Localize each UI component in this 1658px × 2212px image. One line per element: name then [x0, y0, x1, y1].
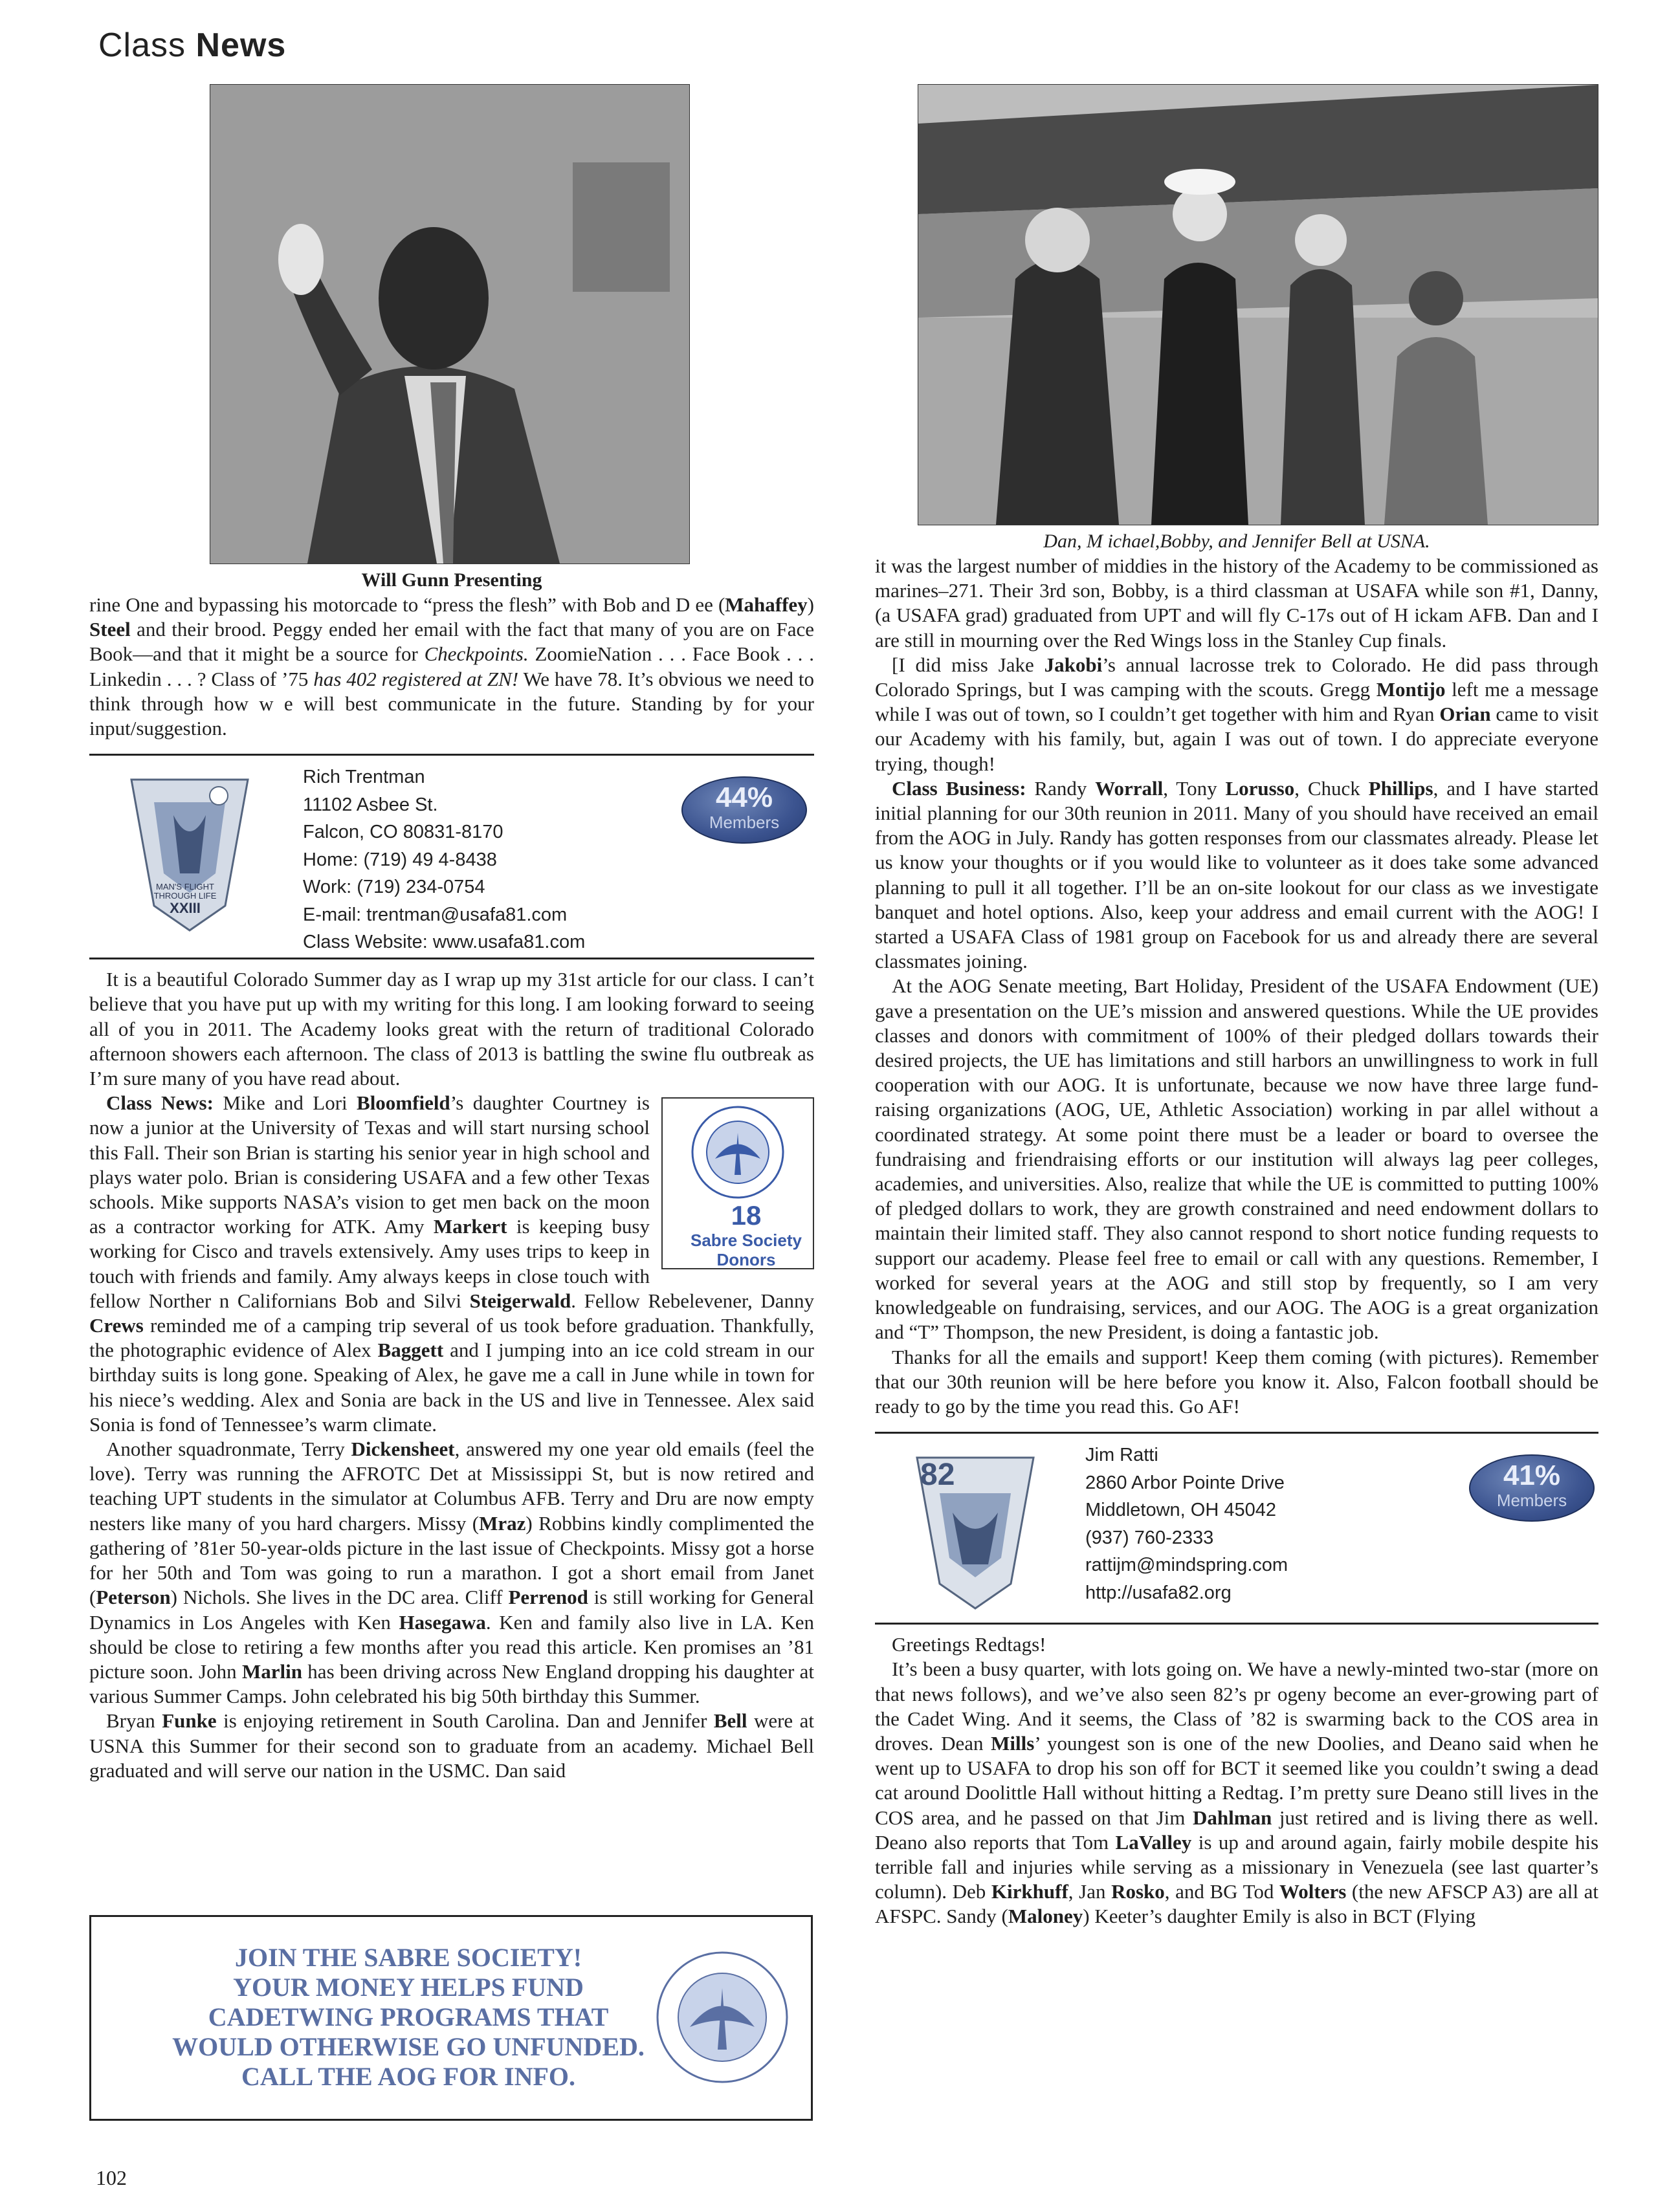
text-run: Jakobi: [1044, 653, 1103, 676]
text-run: Kirkhuff: [991, 1880, 1068, 1903]
text-run: ) Nichols. She lives in the DC area. Cliff: [170, 1586, 509, 1609]
text-run: Mraz: [479, 1511, 526, 1535]
join-line-4: WOULD OTHERWISE GO UNFUNDED.: [172, 2032, 645, 2061]
section-header: [98, 26, 286, 65]
text-run: Phillips: [1368, 776, 1433, 800]
text-run: It is a beautiful Colorado Summer day as I wrap up my 31st article for our class. I can’t believe that you have put up with my writing for this long. I am looking forward to seeing all of you in 2011. The Academy looks great with the return of traditional Colorado afternoon showers each afternoon. The class of 2013 is battling the swine flu outbreak as I’m sure many of you have read about.: [89, 968, 814, 1090]
right-column: [875, 84, 1598, 1929]
text-run: it was the largest number of middies in the history of the Academy to be commissioned as marines–271. Their 3rd son, Bobby, is a third classman at USAFA while son #1, Danny, (a USAFA grad) graduated from UPT and will fly C-17s out of H ickam AFB. Dan and I are still in mourning over the Red Wings loss in the Stanley Cup finals.: [875, 554, 1598, 652]
join-ad-text: [162, 1943, 654, 2092]
scribe-home-phone: Home: (719) 49 4-8438: [303, 849, 497, 870]
text-run: Dahlman: [1192, 1806, 1272, 1829]
bell-family-photo: [918, 84, 1598, 525]
text-run: ZoomieNation . . . Face Book . . . Linkedin . . . ? Class of ’75: [89, 642, 814, 690]
text-run: is keeping busy working for Cisco and travels extensively. Amy uses trips to keep in touch with friends and family. Amy always keeps in close touch with fellow Norther n Californians Bob and Silvi: [89, 1215, 650, 1312]
text-run: , and BG Tod: [1164, 1880, 1279, 1903]
text-run: and I jumping into an ice cold stream in our birthday suits is long gone. Speaking of Alex, he gave me a call in June while in town for his niece’s wedding. Alex and Sonia are back in the US and live in Tennessee. Alex said Sonia is fond of Tennessee’s warm climate.: [89, 1339, 814, 1436]
left-column: [89, 84, 814, 1783]
text-run: Greetings Redtags!: [892, 1633, 1046, 1656]
members-label: Members: [1496, 1491, 1567, 1511]
text-run: Mahaffey: [725, 593, 808, 616]
text-run: , Jan: [1068, 1880, 1112, 1903]
text-run: Perrenod: [508, 1586, 588, 1609]
sabre-society-seal-icon: [654, 1949, 790, 2085]
text-run: Class News:: [106, 1091, 214, 1115]
scribe-name: Jim Ratti: [1085, 1445, 1158, 1466]
text-run: ’ youngest son is one of the new Doolies, and Deano said when he went up to USAFA to drop his son off for BCT it seemed like you couldn’t swing a dead cat around Doolittle Hall without hitting a Redtag. I’m pretty sure Deano still lives in the COS area, and he passed on that Jim: [875, 1731, 1598, 1829]
text-run: ) Robbins kindly complimented the gathering of ’81er 50-year-olds picture in the last issue of Checkpoints. Missy got a horse for her 50th and Tom was going to run a marathon. I got a short email from Janet (: [89, 1511, 815, 1609]
section-divider: [875, 1623, 1598, 1625]
paragraph-thanks: [875, 1345, 1598, 1419]
members-badge-82: [1469, 1454, 1595, 1522]
text-run: Class Business:: [892, 776, 1026, 800]
class-82-scribe-info: [1085, 1441, 1288, 1606]
text-run: Peterson: [96, 1586, 171, 1609]
paragraph-jakobi: [875, 653, 1598, 776]
text-run: reminded me of a camping trip several of us took before graduation. Thankfully, the photographic evidence of Alex: [89, 1314, 814, 1362]
sabre-donor-count: 18: [731, 1200, 762, 1231]
text-run: is still working for General Dynamics in Los Angeles with Ken: [89, 1586, 814, 1634]
class-81-scribe-info: [303, 763, 585, 956]
text-run: has 402 registered at ZN!: [313, 667, 519, 690]
members-label: Members: [709, 813, 780, 833]
sabre-label-line1: Sabre Society: [691, 1231, 802, 1251]
scribe-street: 11102 Asbee St.: [303, 794, 438, 815]
text-run: Rosko: [1111, 1880, 1165, 1903]
photo-stadium-illustration: [918, 85, 1598, 525]
text-run: Hasegawa: [399, 1610, 486, 1634]
paragraph-intro: [89, 967, 814, 1091]
paragraph-middies: [875, 554, 1598, 653]
photo-presenter-illustration: [210, 85, 689, 564]
scribe-work-phone: Work: (719) 234-0754: [303, 877, 485, 898]
text-run: Thanks for all the emails and support! Keep them coming (with pictures). Remember that our 30th reunion will be here before you know it. Also, Falcon football should be ready to go by the time you read this. Go AF!: [875, 1345, 1598, 1418]
text-run: Randy: [1026, 776, 1096, 800]
text-run: ’s daughter Courtney is now a junior at the University of Texas and will start nursing school this Fall. Their son Brian is starting his senior year in high school and plays water polo. Brian is considering USAFA and a few other Texas schools. Mike supports NASA’s vision to get men back on the moon as a contractor working for ATK. Amy: [89, 1091, 650, 1238]
paragraph-class-business: [875, 776, 1598, 974]
crest-motto: MAN'S FLIGHT THROUGH LIFE: [153, 882, 217, 901]
class-82-crest-icon: [914, 1454, 1037, 1610]
text-run: , and I have started initial planning for our 30th reunion in 2011. Many of you should have received an email from the AOG in July. Randy has gotten responses from our classmates already. Please let us know your thoughts or if you would like to volunteer as it does take some advanced planning to pull it all together. I’ll be an on-site lookout for our class as we investigate banquet and hotel options. Also, keep your address and email current with the AOG! I started a USAFA Class of 1981 group on Facebook for us and already there are several classmates joining.: [875, 776, 1599, 973]
text-run: Baggett: [377, 1339, 444, 1362]
join-line-1: JOIN THE SABRE SOCIETY!: [234, 1943, 582, 1972]
text-run: Mills: [991, 1731, 1035, 1755]
scribe-email[interactable]: rattijm@mindspring.com: [1085, 1555, 1288, 1576]
text-run: Mike and Lori: [213, 1091, 357, 1115]
text-run: At the AOG Senate meeting, Bart Holiday, President of the USAFA Endowment (UE) gave a presentation on the UE’s mission and answered questions. While the UE provides classes and donors with commitment of 100% of their pledged dollars towards their desired projects, the UE has limitations and still harbors an unwillingness to work in full cooperation with our AOG. It is unfortunate, because we now have three large fund-raising organizations (AOG, UE, Athletic Association) working in par allel without a coordinated strategy. At some point there must be a leader or board to oversee the fundraising and friendraising efforts or our institution will always lag peer colleges, academies, and universities. Also, realize that while the UE is committed to putting 100% of pledged dollars to work, they are growth constrained and need endowment dollars to maintain their limited staff. They also cannot respond to short notice funding requests to support our academy. Please feel free to email or call with any questions. Remember, I worked for several years at the AOG and still stop by frequently, so I am very knowledgeable on fundraising, services, and our AOG. The AOG is a great organization and “T” Thompson, the new President, is doing a fantastic job.: [875, 974, 1598, 1344]
section-divider: [89, 754, 814, 756]
text-run: Markert: [433, 1215, 507, 1238]
text-run: , Chuck: [1294, 776, 1369, 800]
text-run: Maloney: [1008, 1905, 1083, 1928]
text-run: has been driving across New England dropping his daughter at various Summer Camps. John celebrated his big 50th birthday this Summer.: [89, 1659, 814, 1708]
text-run: [I did miss Jake: [892, 653, 1045, 676]
scribe-email[interactable]: E-mail: trentman@usafa81.com: [303, 904, 568, 925]
will-gunn-photo: [210, 84, 690, 564]
text-run: , answered my one year old emails (feel the love). Terry was running the AFROTC Det at Mississippi St, but is now retired and teaching UPT students in the simulator at Columbus AFB. Terry and Dru are now empty nesters like many of you hard chargers. Missy (: [89, 1438, 814, 1535]
text-run: . Fellow Rebelevener, Danny: [571, 1289, 814, 1312]
crest-numeral: XXIII: [170, 900, 201, 917]
text-run: Bryan: [106, 1709, 162, 1733]
text-run: Marlin: [241, 1659, 302, 1683]
text-run: Montijo: [1376, 678, 1446, 701]
left-photo-caption: Will Gunn Presenting: [361, 569, 542, 591]
text-run: It’s been a busy quarter, with lots going on. We have a newly-minted two-star (more on that news follows), and we’ve also seen 82’s pr ogeny become an ever-growing part of the Cadet Wing. And it seems, the Class of ’82 is swarming back to the COS area in droves. Dean: [875, 1658, 1598, 1755]
sabre-society-donors-box: [661, 1097, 814, 1269]
class-82-contact-block: [875, 1441, 1598, 1623]
class-website[interactable]: http://usafa82.org: [1085, 1582, 1232, 1603]
sabre-society-seal-icon: [689, 1104, 786, 1201]
join-line-3: CADETWING PROGRAMS THAT: [208, 2002, 609, 2031]
text-run: ’s annual lacrosse trek to Colorado. He did pass through Colorado Springs, but I was camping with the scouts. Gregg: [875, 653, 1598, 701]
scribe-street: 2860 Arbor Pointe Drive: [1085, 1472, 1285, 1493]
text-run: is enjoying retirement in South Carolina. Dan and Jennifer: [216, 1709, 714, 1733]
text-run: Bloomfield: [357, 1091, 450, 1115]
section-divider: [875, 1432, 1598, 1434]
members-pct: 41%: [1503, 1460, 1561, 1492]
paragraph-class-news: [89, 1091, 814, 1437]
crest-year: 82: [920, 1458, 955, 1493]
sabre-label-line2: Donors: [716, 1250, 776, 1270]
class-81-contact-block: [89, 763, 814, 958]
text-run: Checkpoints.: [424, 642, 529, 666]
text-run: Orian: [1439, 703, 1491, 726]
paragraph-squadronmate: [89, 1437, 814, 1709]
text-run: Steigerwald: [469, 1289, 571, 1312]
members-badge-81: [681, 776, 807, 844]
header-title-word: News: [195, 27, 287, 64]
text-run: Wolters: [1279, 1880, 1347, 1903]
text-run: Worrall: [1095, 776, 1164, 800]
text-run: Crews: [89, 1314, 144, 1337]
text-run: just retired and is living there as well. Deano also reports that Tom: [875, 1806, 1598, 1854]
text-run: LaValley: [1115, 1830, 1192, 1854]
scribe-city: Falcon, CO 80831-8170: [303, 822, 503, 843]
join-sabre-society-ad: [89, 1915, 813, 2121]
text-run: Lorusso: [1225, 776, 1295, 800]
join-line-2: YOUR MONEY HELPS FUND: [233, 1973, 584, 2002]
page-number: 102: [96, 2166, 127, 2189]
header-section-word: Class: [98, 27, 186, 64]
text-run: ): [807, 593, 814, 616]
text-run: were at USNA this Summer for their second son to graduate from an academy. Michael Bell graduated and will serve our nation in the USMC. Dan said: [89, 1709, 815, 1782]
class-81-crest-icon: [128, 776, 251, 932]
scribe-city: Middletown, OH 45042: [1085, 1500, 1276, 1521]
text-run: came to visit our Academy with his family, but, again I was out of town. I do appreciate everyone trying, though!: [875, 703, 1598, 775]
paragraph-greeting: [875, 1632, 1598, 1657]
text-run: and their brood. Peggy ended her email with the fact that many of you are on Face Book—and that it might be a source for: [89, 618, 814, 666]
class-website[interactable]: Class Website: www.usafa81.com: [303, 932, 586, 953]
join-line-5: CALL THE AOG FOR INFO.: [241, 2062, 575, 2091]
paragraph-top: [89, 593, 814, 741]
text-run: is up and around again, fairly mobile despite his terrible fall and injuries while serving as a missionary in Venezuela (see last quarter’s column). Deb: [875, 1830, 1599, 1903]
text-run: Steel: [89, 618, 131, 641]
text-run: rine One and bypassing his motorcade to “press the flesh” with Bob and D ee (: [89, 593, 725, 616]
text-run: We have 78. It’s obvious we need to think through how w e will best communicate in the future. Standing by for your input/suggestion.: [89, 667, 815, 740]
scribe-name: Rich Trentman: [303, 767, 425, 788]
section-divider: [89, 958, 814, 959]
paragraph-busy-quarter: [875, 1657, 1598, 1929]
text-run: . Ken and family also live in LA. Ken should be close to retiring a few months after you read this article. Ken promises an ’81 picture soon. John: [89, 1610, 814, 1683]
text-run: left me a message while I was out of town, so I couldn’t get together with him and Ryan: [875, 678, 1598, 726]
text-run: Another squadronmate, Terry: [106, 1438, 351, 1461]
text-run: Funke: [162, 1709, 217, 1733]
text-run: (the new AFSCP A3) are all at AFSPC. Sandy (: [875, 1880, 1598, 1928]
paragraph-aog-senate: [875, 974, 1598, 1344]
right-photo-caption: Dan, M ichael,Bobby, and Jennifer Bell at USNA.: [1043, 531, 1430, 552]
text-run: , Tony: [1163, 776, 1226, 800]
scribe-phone: (937) 760-2333: [1085, 1527, 1214, 1548]
text-run: ) Keeter’s daughter Emily is also in BCT (Flying: [1083, 1905, 1476, 1928]
paragraph-funke: [89, 1709, 814, 1783]
members-pct: 44%: [715, 782, 773, 814]
text-run: Dickensheet: [351, 1438, 455, 1461]
text-run: Bell: [713, 1709, 747, 1733]
